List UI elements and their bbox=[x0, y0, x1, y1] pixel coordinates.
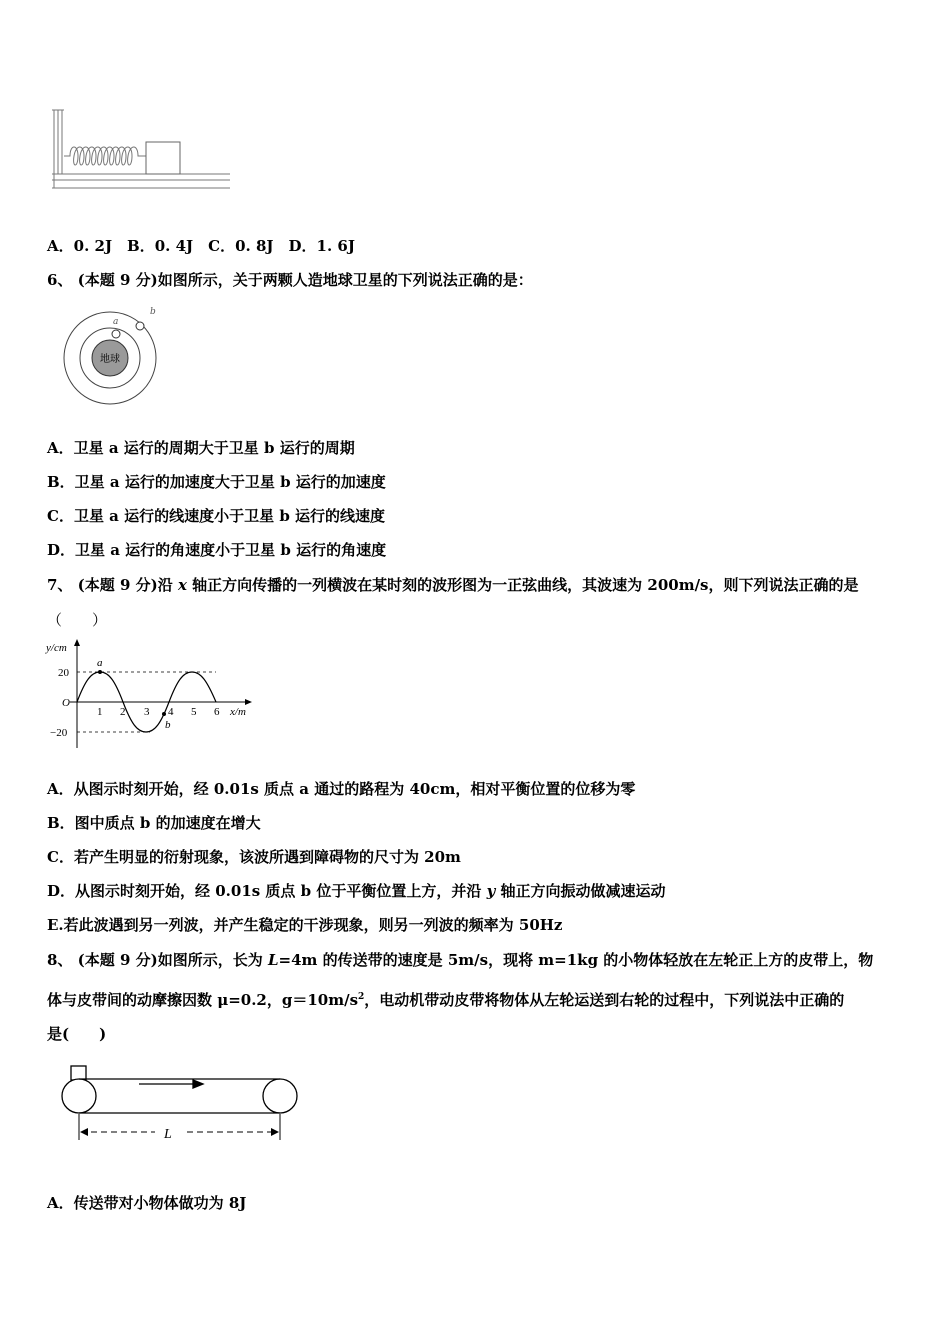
q7-option-d bbox=[47, 881, 666, 901]
point-b bbox=[162, 712, 166, 716]
earth-label: 地球 bbox=[100, 354, 120, 365]
left-wheel-icon bbox=[62, 1079, 96, 1113]
q6-stem-text: (本题 9 分)如图所示，关于两颗人造地球卫星的下列说法正确的是： bbox=[77, 271, 533, 289]
q8-option-a: A．传送带对小物体做功为 8J bbox=[47, 1194, 247, 1212]
q7-stem bbox=[47, 575, 859, 595]
q6-option-d: D．卫星 a 运行的角速度小于卫星 b 运行的角速度 bbox=[47, 541, 387, 559]
satellite-b-icon bbox=[136, 322, 144, 330]
q8-line1-post: =4m 的传送带的速度是 5m/s，现将 m=1kg 的小物体轻放在左轮正上方的皮带上，物 bbox=[278, 951, 874, 969]
length-arrow-left-icon bbox=[80, 1128, 88, 1136]
x-axis-arrow-icon bbox=[245, 699, 252, 705]
point-a-label: a bbox=[97, 657, 103, 669]
q7-stem-pre: (本题 9 分)沿 bbox=[77, 576, 178, 594]
point-a bbox=[98, 670, 102, 674]
satellite-orbit-figure bbox=[60, 304, 170, 414]
q6-number: 6、 bbox=[47, 271, 73, 289]
satellite-a-label: a bbox=[113, 317, 119, 327]
q6-option-b: B．卫星 a 运行的加速度大于卫星 b 运行的加速度 bbox=[47, 473, 386, 491]
spring-block-figure bbox=[48, 104, 238, 196]
q6-option-a: A．卫星 a 运行的周期大于卫星 b 运行的周期 bbox=[47, 439, 355, 457]
x-tick-2: 2 bbox=[120, 706, 126, 718]
origin-label: O bbox=[62, 697, 70, 709]
point-b-label: b bbox=[165, 719, 171, 731]
y-tick-20: 20 bbox=[58, 667, 69, 679]
y-tick-neg20: −20 bbox=[50, 727, 68, 739]
q7-option-d-var: y bbox=[486, 882, 496, 900]
conveyor-belt-figure bbox=[55, 1060, 305, 1150]
q7-option-d-pre: D．从图示时刻开始，经 0.01s 质点 b 位于平衡位置上方，并沿 bbox=[47, 882, 487, 900]
q7-option-d-post: 轴正方向振动做减速运动 bbox=[495, 882, 666, 900]
small-block bbox=[71, 1066, 86, 1080]
length-label: L bbox=[164, 1127, 172, 1142]
wave-graph bbox=[40, 636, 260, 751]
y-axis-label: y/cm bbox=[46, 642, 67, 654]
belt-arrow-head-icon bbox=[193, 1080, 203, 1088]
q8-number: 8、 bbox=[47, 951, 73, 969]
x-tick-5: 5 bbox=[191, 706, 197, 718]
q8-line2-sup: 2 bbox=[358, 992, 365, 1002]
q8-stem-line3: 是( ) bbox=[47, 1025, 107, 1043]
q8-stem-line1 bbox=[47, 950, 873, 970]
q8-line2-pre: 体与皮带间的动摩擦因数 μ=0.2，g＝10m/s bbox=[47, 991, 359, 1009]
right-wheel-icon bbox=[263, 1079, 297, 1113]
satellite-a-icon bbox=[112, 330, 120, 338]
q6-stem bbox=[47, 270, 533, 290]
q5-options: A．0. 2J B．0. 4J C．0. 8J D．1. 6J bbox=[47, 237, 355, 255]
y-axis-arrow-icon bbox=[74, 639, 80, 646]
q7-option-a: A．从图示时刻开始，经 0.01s 质点 a 通过的路程为 40cm，相对平衡位置的位移为零 bbox=[47, 780, 636, 798]
q7-stem-var: x bbox=[177, 576, 187, 594]
x-tick-4: 4 bbox=[168, 706, 174, 718]
q7-paren: （ ） bbox=[47, 611, 108, 629]
q7-stem-post: 轴正方向传播的一列横波在某时刻的波形图为一正弦曲线，其波速为 200m/s，则下列说法正确的是 bbox=[186, 576, 859, 594]
q8-line1-pre: (本题 9 分)如图所示，长为 bbox=[77, 951, 268, 969]
q7-option-e: E.若此波遇到另一列波，并产生稳定的干涉现象，则另一列波的频率为 50Hz bbox=[47, 916, 563, 934]
q8-line1-var: L bbox=[267, 951, 279, 969]
x-tick-3: 3 bbox=[144, 706, 150, 718]
q7-number: 7、 bbox=[47, 576, 73, 594]
q7-option-b: B．图中质点 b 的加速度在增大 bbox=[47, 814, 261, 832]
satellite-b-label: b bbox=[150, 307, 156, 317]
x-axis-label: x/m bbox=[230, 706, 246, 718]
length-arrow-right-icon bbox=[271, 1128, 279, 1136]
q6-option-c: C．卫星 a 运行的线速度小于卫星 b 运行的线速度 bbox=[47, 507, 386, 525]
q8-stem-line2 bbox=[47, 987, 844, 1010]
x-tick-1: 1 bbox=[97, 706, 103, 718]
q7-option-c: C．若产生明显的衍射现象，该波所遇到障碍物的尺寸为 20m bbox=[47, 848, 461, 866]
q8-line2-post: ，电动机带动皮带将物体从左轮运送到右轮的过程中，下列说法中正确的 bbox=[364, 991, 845, 1009]
x-tick-6: 6 bbox=[214, 706, 220, 718]
